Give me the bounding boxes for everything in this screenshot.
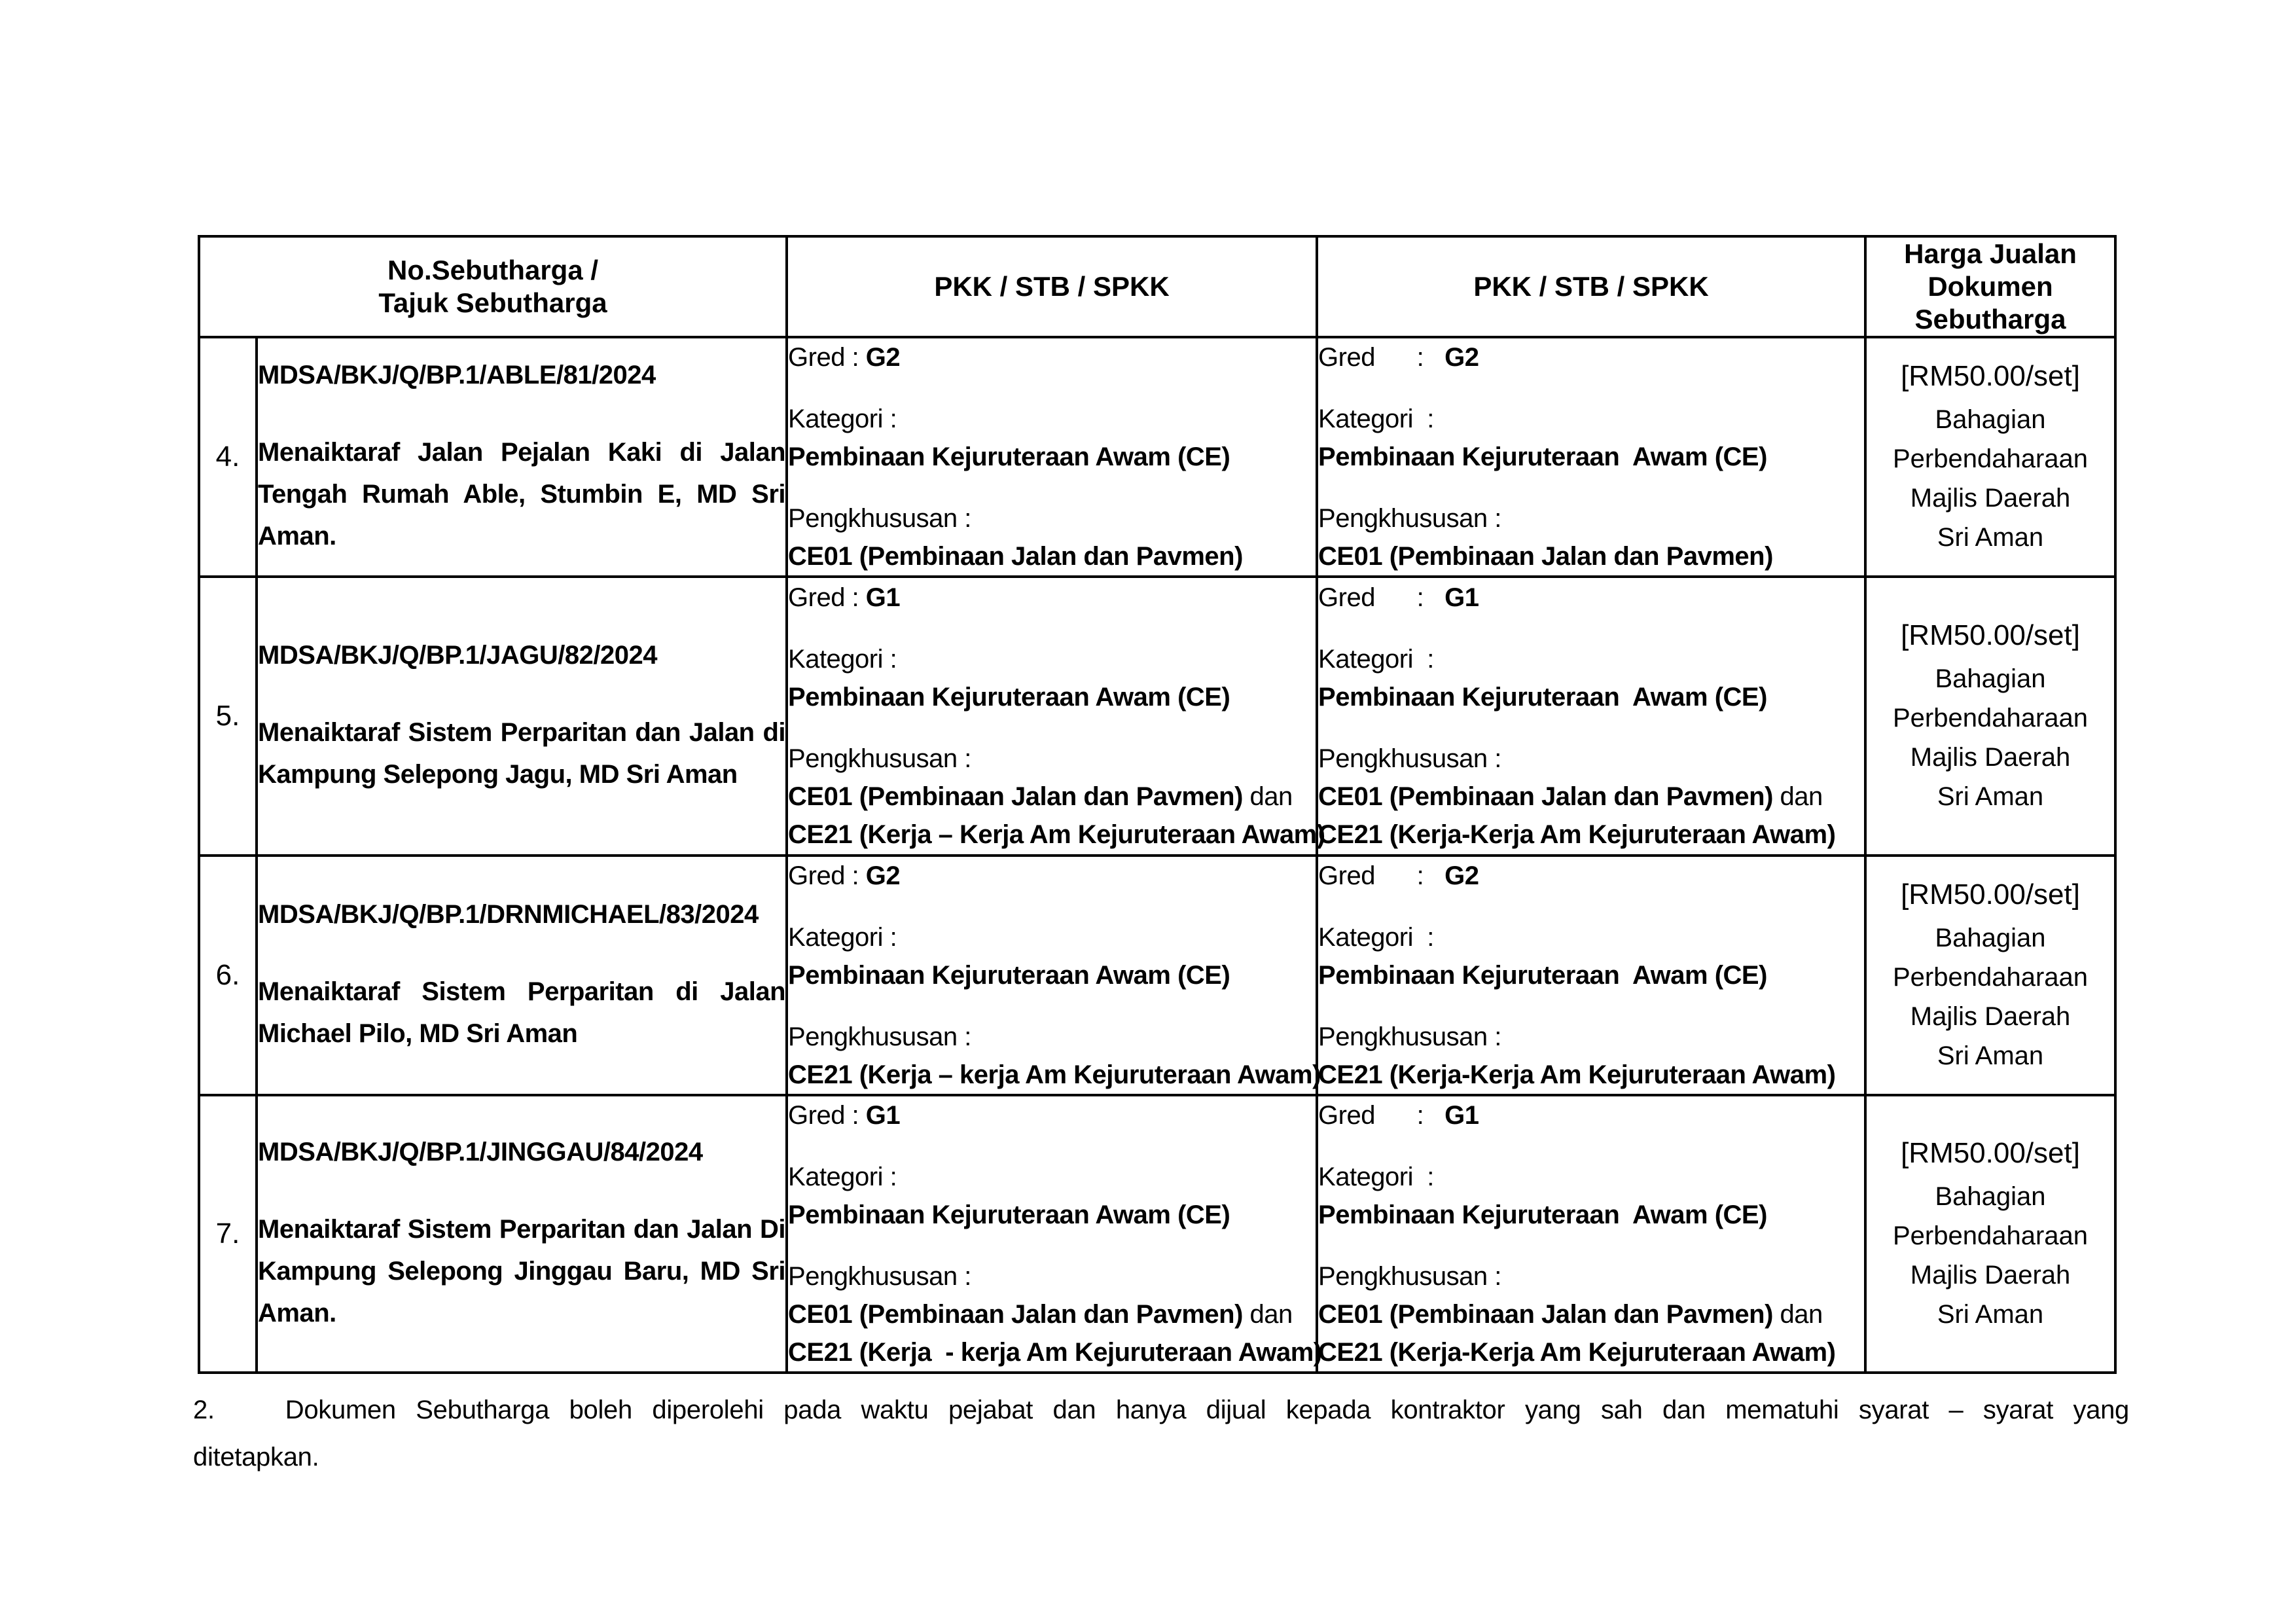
- quotation-ref-number: MDSA/BKJ/Q/BP.1/JINGGAU/84/2024: [258, 1138, 703, 1166]
- pengkhususan-value-line: [788, 816, 1325, 854]
- header-line: PKK / STB / SPKK: [1473, 271, 1709, 302]
- price-department-line: Perbendaharaan: [1893, 1221, 2089, 1250]
- table-header-row: [199, 236, 2115, 337]
- pengkhususan-group: [1318, 1257, 1864, 1371]
- pengkhususan-label: Pengkhususan :: [1318, 504, 1501, 533]
- quotation-title-line: Menaiktaraf Sistem Perparitan dan Jalan di: [258, 718, 786, 747]
- header-line: Tajuk Sebutharga: [378, 287, 607, 318]
- pkk-cell-1: [787, 337, 1317, 577]
- kategori-value: Pembinaan Kejuruteraan Awam (CE): [788, 961, 1230, 990]
- price-department-line: Perbendaharaan: [1893, 704, 2089, 732]
- text-segment: dan: [1242, 782, 1293, 811]
- price-department-line: Majlis Daerah: [1910, 1002, 2071, 1031]
- note-text: Dokumen Sebutharga boleh diperolehi pada waktu pejabat dan hanya dijual kepada kontraktor yang sah dan mematuhi syarat – syarat yang: [285, 1396, 2129, 1424]
- pengkhususan-value-line: [1318, 537, 1864, 575]
- pengkhususan-group: [1318, 499, 1864, 575]
- kategori-label: Kategori :: [788, 405, 897, 433]
- gred-group: [788, 857, 1316, 895]
- pkk-cell-1: [787, 577, 1325, 856]
- header-line: Dokumen: [1928, 271, 2053, 302]
- pengkhususan-label: Pengkhususan :: [788, 1022, 971, 1051]
- quotation-title: [258, 431, 785, 557]
- kategori-label: Kategori :: [788, 923, 897, 952]
- kategori-value: Pembinaan Kejuruteraan Awam (CE): [788, 683, 1230, 712]
- kategori-value: Pembinaan Kejuruteraan Awam (CE): [788, 1200, 1230, 1229]
- bold-text-segment: G1: [1444, 583, 1479, 612]
- kategori-label: Kategori :: [1318, 923, 1434, 952]
- price-cell: [1865, 856, 2115, 1095]
- text-segment: Gred :: [788, 343, 866, 372]
- quotation-ref-number: MDSA/BKJ/Q/BP.1/DRNMICHAEL/83/2024: [258, 900, 759, 929]
- price-department-line: Perbendaharaan: [1893, 444, 2089, 473]
- row-title-cell: [257, 337, 787, 577]
- table-row: [199, 577, 2115, 856]
- bold-text-segment: G2: [865, 343, 901, 372]
- kategori-value: Pembinaan Kejuruteraan Awam (CE): [1318, 1200, 1767, 1229]
- price-value: [RM50.00/set]: [1901, 878, 2080, 911]
- kategori-label: Kategori :: [1318, 1163, 1434, 1191]
- row-title-cell: [257, 577, 787, 856]
- quotation-title: [258, 971, 785, 1055]
- pengkhususan-group: [788, 740, 1325, 854]
- price-department-line: Sri Aman: [1937, 782, 2044, 811]
- price-cell: [1865, 577, 2115, 856]
- bold-text-segment: CE21 (Kerja-Kerja Am Kejuruteraan Awam): [1318, 1338, 1836, 1367]
- pengkhususan-label: Pengkhususan :: [1318, 1022, 1501, 1051]
- pengkhususan-label: Pengkhususan :: [788, 1262, 971, 1291]
- gred-group: [788, 338, 1316, 376]
- kategori-label: Kategori :: [1318, 645, 1434, 674]
- table-row: [199, 856, 2115, 1095]
- price-value: [RM50.00/set]: [1901, 360, 2080, 392]
- kategori-group: [1318, 1158, 1864, 1234]
- pkk-cell-1: [787, 1095, 1322, 1373]
- price-department-line: Perbendaharaan: [1893, 963, 2089, 992]
- quotation-title-line: Menaiktaraf Sistem Perparitan dan Jalan Di: [258, 1215, 786, 1244]
- note-line-2: ditetapkan.: [193, 1443, 319, 1471]
- kategori-group: [788, 918, 1316, 994]
- kategori-group: [1318, 640, 1864, 716]
- price-value: [RM50.00/set]: [1901, 1137, 2080, 1169]
- quotation-title: [258, 712, 785, 795]
- quotation-title-line: Aman.: [258, 522, 336, 550]
- header-line: No.Sebutharga /: [387, 255, 599, 285]
- bold-text-segment: G2: [1444, 343, 1479, 372]
- price-department-line: Bahagian: [1935, 405, 2046, 434]
- pengkhususan-value-line: [1318, 778, 1864, 816]
- kategori-group: [1318, 918, 1864, 994]
- header-harga-jualan-dokumen: [1865, 236, 2115, 337]
- gred-line: [1318, 338, 1864, 376]
- text-segment: dan: [1772, 782, 1823, 811]
- pengkhususan-group: [788, 1257, 1322, 1371]
- kategori-value: Pembinaan Kejuruteraan Awam (CE): [788, 442, 1230, 471]
- price-department-line: Sri Aman: [1937, 1300, 2044, 1329]
- bold-text-segment: CE01 (Pembinaan Jalan dan Pavmen): [1318, 542, 1773, 571]
- gred-line: [1318, 579, 1864, 617]
- pengkhususan-value-line: [788, 1295, 1316, 1333]
- quotation-title-line: Tengah Rumah Able, Stumbin E, MD Sri: [258, 480, 786, 509]
- bold-text-segment: CE21 (Kerja - kerja Am Kejuruteraan Awam): [788, 1338, 1322, 1367]
- bold-text-segment: CE21 (Kerja-Kerja Am Kejuruteraan Awam): [1318, 820, 1836, 849]
- kategori-label: Kategori :: [788, 645, 897, 674]
- bold-text-segment: G2: [865, 861, 901, 890]
- price-department-line: Majlis Daerah: [1910, 743, 2071, 772]
- gred-line: [788, 338, 1316, 376]
- kategori-label: Kategori :: [1318, 405, 1434, 433]
- bold-text-segment: G1: [1444, 1101, 1479, 1130]
- gred-line: [788, 579, 1316, 617]
- kategori-group: [788, 400, 1316, 476]
- pkk-cell-1: [787, 856, 1321, 1095]
- text-segment: Gred :: [1318, 583, 1445, 612]
- bold-text-segment: CE21 (Kerja – kerja Am Kejuruteraan Awam): [788, 1060, 1321, 1089]
- row-title-cell: [257, 1095, 787, 1373]
- gred-line: [1318, 1096, 1864, 1134]
- gred-group: [1318, 579, 1864, 617]
- quotation-title: [258, 1208, 785, 1334]
- table-row: [199, 337, 2115, 577]
- bold-text-segment: CE01 (Pembinaan Jalan dan Pavmen): [1318, 1300, 1773, 1329]
- bold-text-segment: CE01 (Pembinaan Jalan dan Pavmen): [1318, 782, 1773, 811]
- pengkhususan-value-line: [1318, 1056, 1864, 1094]
- pengkhususan-value-line: [788, 1333, 1322, 1371]
- text-segment: Gred :: [1318, 343, 1445, 372]
- pengkhususan-value-line: [788, 1056, 1321, 1094]
- row-number-cell: 5.: [199, 577, 257, 856]
- price-cell: [1865, 337, 2115, 577]
- pkk-cell-2: [1317, 337, 1865, 577]
- text-segment: dan: [1772, 1300, 1823, 1329]
- text-segment: Gred :: [1318, 861, 1445, 890]
- pengkhususan-label: Pengkhususan :: [788, 504, 971, 533]
- pengkhususan-group: [1318, 1018, 1864, 1094]
- row-number-cell: 4.: [199, 337, 257, 577]
- header-line: Sebutharga: [1914, 304, 2066, 334]
- bold-text-segment: CE21 (Kerja-Kerja Am Kejuruteraan Awam): [1318, 1060, 1836, 1089]
- quotation-title-line: Kampung Selepong Jagu, MD Sri Aman: [258, 760, 738, 789]
- text-segment: Gred :: [788, 583, 866, 612]
- kategori-value: Pembinaan Kejuruteraan Awam (CE): [1318, 683, 1767, 712]
- pengkhususan-value-line: [1318, 816, 1864, 854]
- header-pkk-stb-spkk-1: [787, 236, 1317, 337]
- pengkhususan-label: Pengkhususan :: [1318, 744, 1501, 773]
- gred-group: [788, 1096, 1316, 1134]
- kategori-value: Pembinaan Kejuruteraan Awam (CE): [1318, 442, 1767, 471]
- pengkhususan-value-line: [1318, 1333, 1864, 1371]
- kategori-label: Kategori :: [788, 1163, 897, 1191]
- gred-group: [1318, 1096, 1864, 1134]
- note-number: 2.: [193, 1396, 215, 1424]
- note-paragraph: [193, 1386, 2129, 1481]
- gred-group: [1318, 857, 1864, 895]
- header-line: Harga Jualan: [1904, 238, 2077, 269]
- bold-text-segment: CE21 (Kerja – Kerja Am Kejuruteraan Awam): [788, 820, 1325, 849]
- bold-text-segment: G1: [865, 583, 901, 612]
- gred-group: [788, 579, 1316, 617]
- pengkhususan-group: [788, 1018, 1321, 1094]
- quotation-title-line: Aman.: [258, 1299, 336, 1327]
- price-department-line: Sri Aman: [1937, 523, 2044, 552]
- row-title-cell: [257, 856, 787, 1095]
- gred-line: [1318, 857, 1864, 895]
- gred-line: [788, 1096, 1316, 1134]
- row-number-cell: 7.: [199, 1095, 257, 1373]
- pengkhususan-label: Pengkhususan :: [1318, 1262, 1501, 1291]
- price-department-line: Bahagian: [1935, 664, 2046, 693]
- quotation-title-line: Kampung Selepong Jinggau Baru, MD Sri: [258, 1257, 786, 1286]
- gred-line: [788, 857, 1316, 895]
- text-segment: Gred :: [788, 861, 866, 890]
- gred-group: [1318, 338, 1864, 376]
- quotation-title-line: Menaiktaraf Sistem Perparitan di Jalan: [258, 977, 786, 1006]
- price-department-line: Sri Aman: [1937, 1041, 2044, 1070]
- kategori-value: Pembinaan Kejuruteraan Awam (CE): [1318, 961, 1767, 990]
- quotation-ref-number: MDSA/BKJ/Q/BP.1/ABLE/81/2024: [258, 361, 656, 389]
- kategori-group: [788, 1158, 1316, 1234]
- bold-text-segment: G2: [1444, 861, 1479, 890]
- price-department-line: Majlis Daerah: [1910, 484, 2071, 513]
- text-segment: dan: [1242, 1300, 1293, 1329]
- price-department-line: Bahagian: [1935, 924, 2046, 952]
- pengkhususan-group: [1318, 740, 1864, 854]
- pkk-cell-2: [1317, 1095, 1865, 1373]
- pkk-cell-2: [1317, 856, 1865, 1095]
- header-no-tajuk-sebutharga: [199, 236, 787, 337]
- pengkhususan-value-line: [788, 537, 1316, 575]
- price-value: [RM50.00/set]: [1901, 619, 2080, 651]
- quotation-ref-number: MDSA/BKJ/Q/BP.1/JAGU/82/2024: [258, 641, 657, 670]
- pengkhususan-value-line: [788, 778, 1316, 816]
- text-segment: Gred :: [1318, 1101, 1445, 1130]
- kategori-group: [788, 640, 1316, 716]
- quotation-title-line: Michael Pilo, MD Sri Aman: [258, 1019, 578, 1048]
- bold-text-segment: CE01 (Pembinaan Jalan dan Pavmen): [788, 542, 1243, 571]
- bold-text-segment: G1: [865, 1101, 901, 1130]
- kategori-group: [1318, 400, 1864, 476]
- price-cell: [1865, 1095, 2115, 1373]
- pengkhususan-value-line: [1318, 1295, 1864, 1333]
- price-department-line: Majlis Daerah: [1910, 1261, 2071, 1290]
- text-segment: Gred :: [788, 1101, 866, 1130]
- header-pkk-stb-spkk-2: [1317, 236, 1865, 337]
- note-line-1: [193, 1386, 2129, 1434]
- bold-text-segment: CE01 (Pembinaan Jalan dan Pavmen): [788, 782, 1243, 811]
- bold-text-segment: CE01 (Pembinaan Jalan dan Pavmen): [788, 1300, 1243, 1329]
- table-row: [199, 1095, 2115, 1373]
- row-number-cell: 6.: [199, 856, 257, 1095]
- pengkhususan-group: [788, 499, 1316, 575]
- quotation-title-line: Menaiktaraf Jalan Pejalan Kaki di Jalan: [258, 438, 786, 467]
- header-line: PKK / STB / SPKK: [934, 271, 1170, 302]
- quotation-table: [198, 235, 2117, 1374]
- pengkhususan-label: Pengkhususan :: [788, 744, 971, 773]
- pkk-cell-2: [1317, 577, 1865, 856]
- price-department-line: Bahagian: [1935, 1182, 2046, 1211]
